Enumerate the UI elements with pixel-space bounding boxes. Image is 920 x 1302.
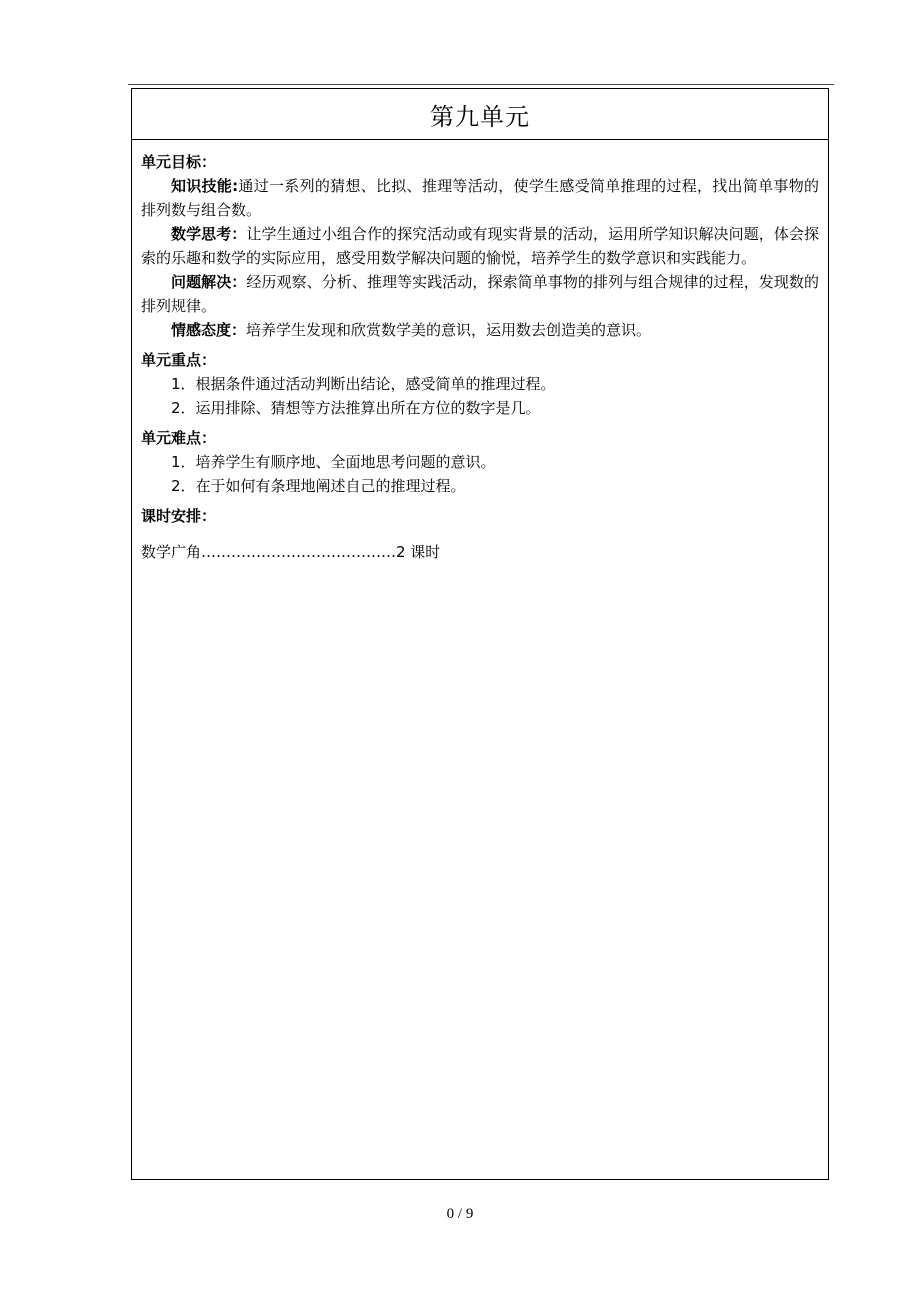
goal-text: 培养学生发现和欣赏数学美的意识，运用数去创造美的意识。: [246, 321, 652, 339]
goals-heading: 单元目标：: [141, 153, 217, 171]
goal-text: 经历观察、分析、推理等实践活动，探索简单事物的排列与组合规律的过程，发现数的排列规律。: [141, 273, 819, 315]
goal-knowledge-skills: [141, 174, 819, 222]
goal-attitude: [141, 318, 819, 342]
goal-sep: ：: [231, 225, 247, 243]
goal-lead: 问题解决: [171, 273, 232, 291]
goal-sep: :: [232, 177, 239, 195]
goal-problem-solving: [141, 270, 819, 318]
goal-text: 让学生通过小组合作的探究活动或有现实背景的活动，运用所学知识解决问题，体会探索的乐趣和数学的实际应用，感受用数学解决问题的愉悦，培养学生的数学意识和实践能力。: [141, 225, 819, 267]
difficulty-item: 1．培养学生有顺序地、全面地思考问题的意识。: [171, 453, 496, 471]
unit-title: 第九单元: [132, 89, 828, 140]
key-points-heading: 单元重点：: [141, 351, 217, 369]
header-rule: [128, 84, 834, 85]
key-point-item: 1．根据条件通过活动判断出结论，感受简单的推理过程。: [171, 375, 556, 393]
difficulties-heading: 单元难点：: [141, 429, 217, 447]
goal-lead: 知识技能: [171, 177, 233, 195]
goal-lead: 情感态度: [171, 321, 232, 339]
goal-sep: ：: [231, 273, 247, 291]
goal-text: 通过一系列的猜想、比拟、推理等活动，使学生感受简单推理的过程，找出简单事物的排列数与组合数。: [141, 177, 819, 219]
unit-content: [132, 140, 828, 564]
page-number: 0 / 9: [446, 1206, 474, 1222]
key-point-item: 2．运用排除、猜想等方法推算出所在方位的数字是几。: [171, 399, 541, 417]
difficulty-item: 2．在于如何有条理地阐述自己的推理过程。: [171, 477, 466, 495]
goal-sep: ：: [231, 321, 247, 339]
schedule-heading: 课时安排：: [141, 507, 217, 525]
lesson-plan-table: [131, 88, 829, 1180]
goal-lead: 数学思考: [171, 225, 232, 243]
goal-math-thinking: [141, 222, 819, 270]
schedule-entry: 数学广角…………………………………2 课时: [141, 543, 441, 561]
